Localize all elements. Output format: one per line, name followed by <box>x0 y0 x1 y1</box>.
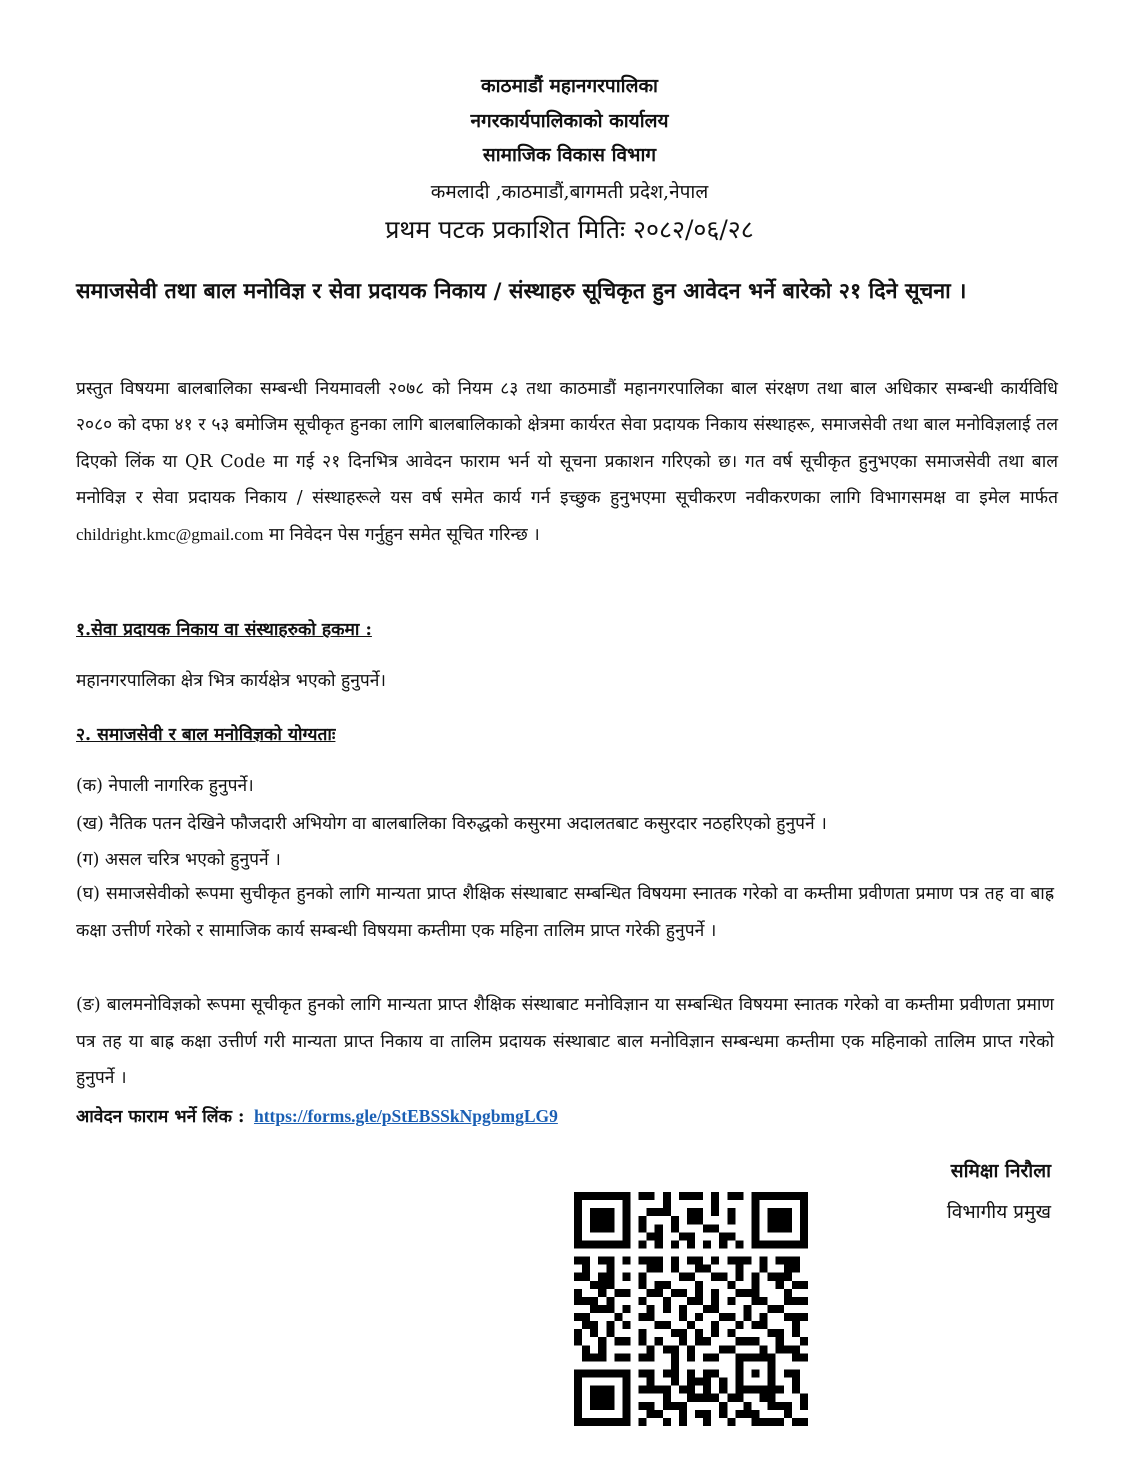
org-name: काठमाडौं महानगरपालिका <box>481 75 658 97</box>
department-name: सामाजिक विकास विभाग <box>482 144 657 166</box>
application-form-link[interactable]: https://forms.gle/pStEBSSkNpgbmgLG9 <box>253 1106 558 1126</box>
intro-paragraph <box>76 371 1058 553</box>
email-address[interactable]: childright.kmc@gmail.com <box>76 524 264 544</box>
section1-text: महानगरपालिका क्षेत्र भित्र कार्यक्षेत्र भएको हुनुपर्ने। <box>76 671 386 691</box>
section1-heading: १.सेवा प्रदायक निकाय वा संस्थाहरुको हकमा : <box>76 620 372 640</box>
published-date: प्रथम पटक प्रकाशित मितिः २०८२/०६/२८ <box>385 215 754 244</box>
application-link-label: आवेदन फाराम भर्ने लिंक : <box>76 1107 245 1127</box>
eligibility-item: (ग) असल चरित्र भएको हुनुपर्ने । <box>76 850 281 870</box>
application-link-row <box>76 1104 558 1128</box>
eligibility-item: (ख) नैतिक पतन देखिने फौजदारी अभियोग वा बालबालिका विरुद्धको कसुरमा अदालतबाट कसुरदार नठहरिएको हुनुपर्ने । <box>76 814 827 834</box>
signatory-name: समिक्षा निरौला <box>950 1160 1051 1182</box>
qr-code-icon[interactable] <box>574 1192 808 1426</box>
notice-title: समाजसेवी तथा बाल मनोविज्ञ र सेवा प्रदायक निकाय / संस्थाहरु सूचिकृत हुन आवेदन भर्ने बारेको २१ दिने सूचना । <box>76 279 967 304</box>
eligibility-item: (ङ) बालमनोविज्ञको रूपमा सूचीकृत हुनको लागि मान्यता प्राप्त शैक्षिक संस्थाबाट मनोविज्ञान या सम्बन्धित विषयमा स्नातक गरेको वा कम्तीमा प्रवीणता प्रमाण पत्र तह या बाह्र कक्षा उत्तीर्ण गरी मान्यता प्राप्त निकाय वा तालिम प्रदायक संस्थाबाट बाल मनोविज्ञान सम्बन्धमा कम्तीमा एक महिनाको तालिम प्राप्त गरेको हुनुपर्ने । <box>76 995 1054 1088</box>
signatory-title: विभागीय प्रमुख <box>946 1201 1051 1223</box>
office-name: नगरकार्यपालिकाको कार्यालय <box>470 110 669 132</box>
intro-text: प्रस्तुत विषयमा बालबालिका सम्बन्धी नियमावली २०७८ को नियम ८३ तथा काठमाडौं महानगरपालिका बाल संरक्षण तथा बाल अधिकार सम्बन्धी कार्यविधि २०८० को दफा ४१ र ५३ बमोजिम सूचीकृत हुनका लागि बालबालिकाको क्षेत्रमा कार्यरत सेवा प्रदायक निकाय संस्थाहरू, समाजसेवी तथा बाल मनोविज्ञलाई तल दिएको लिंक या QR Code मा गई २१ दिनभित्र आवेदन फाराम भर्न यो सूचना प्रकाशन गरिएको छ। गत वर्ष सूचीकृत हुनुभएका समाजसेवी तथा बाल मनोविज्ञ र सेवा प्रदायक निकाय / संस्थाहरूले यस वर्ष समेत कार्य गर्न इच्छुक हुनुभएमा सूचीकरण नवीकरणका लागि विभागसमक्ष वा इमेल मार्फत <box>76 379 1058 509</box>
intro-text-end: मा निवेदन पेस गर्नुहुन समेत सूचित गरिन्छ । <box>269 524 540 545</box>
eligibility-item: (घ) समाजसेवीको रूपमा सुचीकृत हुनको लागि मान्यता प्राप्त शैक्षिक संस्थाबाट सम्बन्धित विषयमा स्नातक गरेको वा कम्तीमा प्रवीणता प्रमाण पत्र तह वा बाह्र कक्षा उत्तीर्ण गरेको र सामाजिक कार्य सम्बन्धी विषयमा कम्तीमा एक महिना तालिम प्राप्त गरेकी हुनुपर्ने । <box>76 884 1054 941</box>
address: कमलादी ,काठमाडौं,बागमती प्रदेश,नेपाल <box>430 181 709 203</box>
eligibility-item: (क) नेपाली नागरिक हुनुपर्ने। <box>76 776 254 796</box>
section2-heading: २. समाजसेवी र बाल मनोविज्ञको योग्यताः <box>76 725 336 745</box>
